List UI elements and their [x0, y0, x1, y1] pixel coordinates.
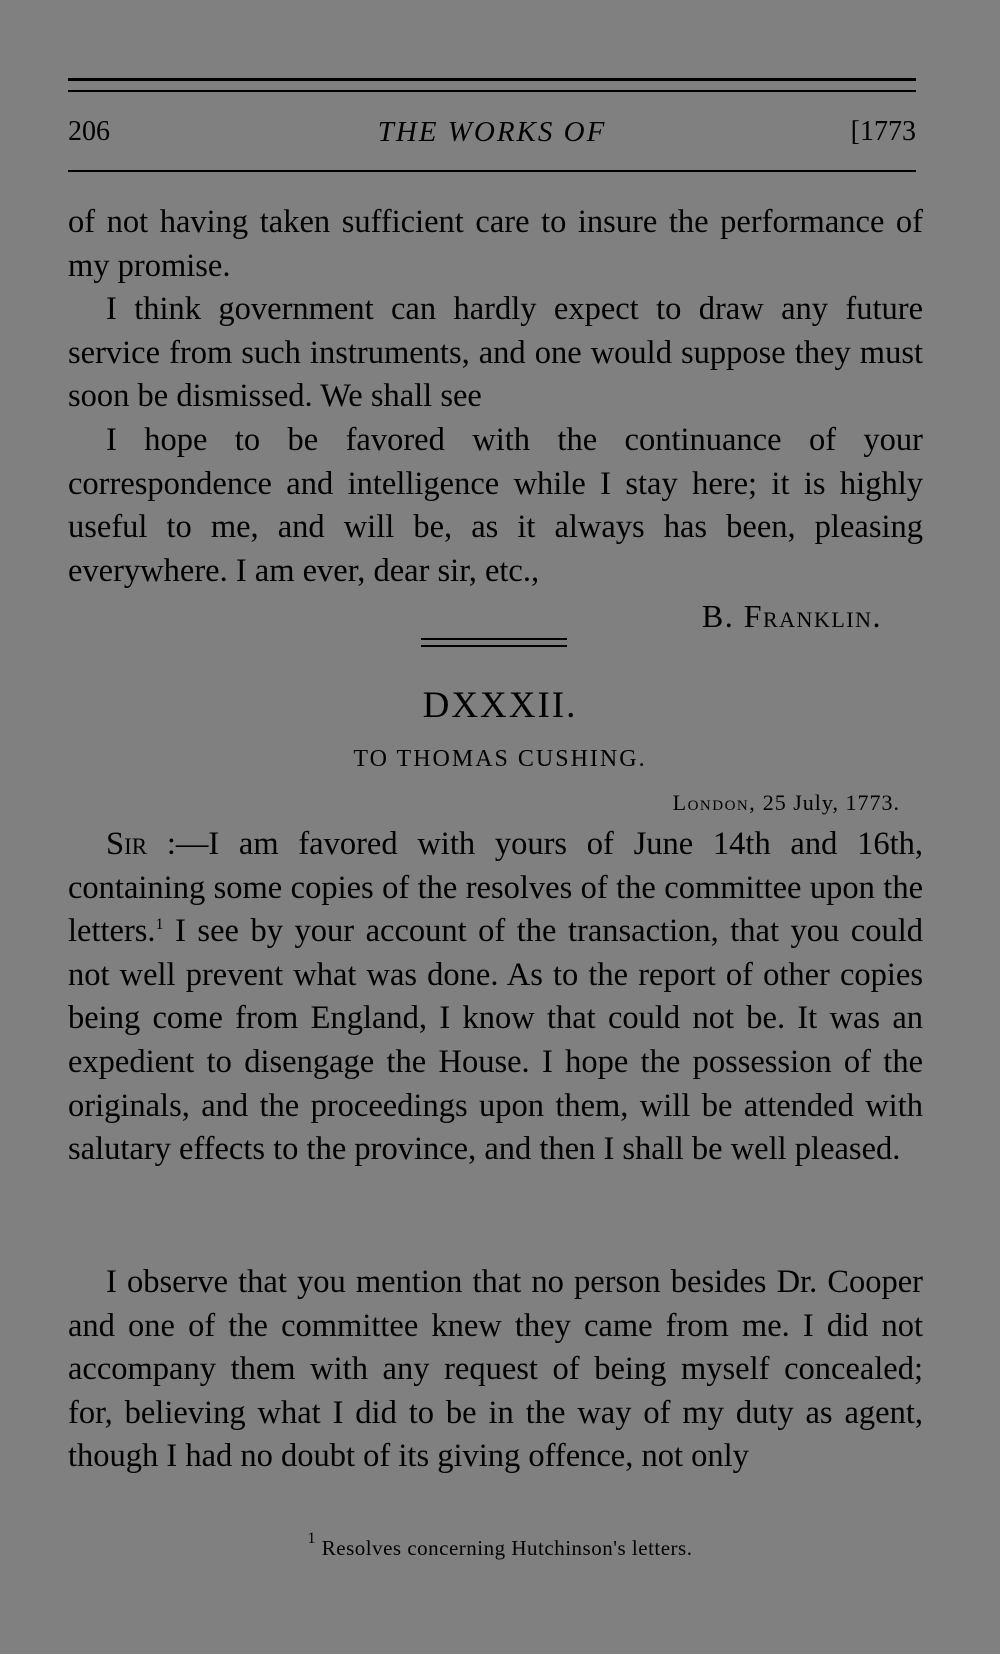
section-divider-top: [421, 638, 567, 640]
letter-dateline: [673, 790, 900, 816]
letter-paragraph-2: I observe that you mention that no person besides Dr. Cooper and one of the committee knew they came from me. I did not accompany them with any request of being myself concealed; for, believing what I did to be in the way of my duty as agent, though I had no doubt of its giving offence, not only: [68, 1264, 923, 1475]
continuation-paragraph-3: I hope to be favored with the continuance of your correspondence and intelligence while I stay here; it is highly useful to me, and will be, as it always has been, pleasing everywhere. I am ever, dear sir, etc.,: [68, 422, 923, 589]
running-year: [1773: [850, 116, 916, 147]
signature: B. Franklin.: [701, 598, 882, 634]
letter-paragraph-1: [68, 823, 923, 1172]
dateline-place: London,: [672, 790, 757, 815]
section-divider-bottom: [421, 645, 567, 647]
letter-addressee: TO THOMAS CUSHING.: [353, 746, 647, 772]
letter-paragraph-1-text: :—I am favored with yours of June 14th and 16th, containing some copies of the resolves of the committee upon the letters.: [68, 826, 923, 950]
letter-paragraph-1-tail: I see by your account of the transaction, that you could not well prevent what was done. As to the report of other copies being come from England, I know that could not be. It was an expedient to disengage the House. I hope the possession of the originals, and the proceedings upon them, will be attended with salutary effects to the province, and then I shall be well pleased.: [68, 913, 923, 1168]
running-title: THE WORKS OF: [377, 116, 607, 148]
footnote-text: Resolves concerning Hutchinson's letters.: [316, 1536, 693, 1560]
salutation: Sir: [106, 826, 148, 862]
top-rule-thin: [68, 90, 916, 92]
footnote: [0, 1530, 1000, 1561]
continuation-paragraph-1: of not having taken sufficient care to insure the performance of my promise.: [68, 204, 923, 284]
footnote-reference: 1: [155, 916, 164, 934]
top-rule-thick: [68, 78, 916, 81]
running-head: [68, 116, 916, 156]
letter-number: DXXXII.: [422, 685, 578, 726]
page-number: 206: [68, 116, 110, 147]
head-rule: [68, 170, 916, 172]
continuation-paragraph-2: I think government can hardly expect to draw any future service from such instruments, and one would suppose they must soon be dismissed. We shall see: [68, 291, 923, 415]
footnote-mark: 1: [307, 1530, 317, 1547]
dateline-date: 25 July, 1773.: [756, 790, 900, 815]
